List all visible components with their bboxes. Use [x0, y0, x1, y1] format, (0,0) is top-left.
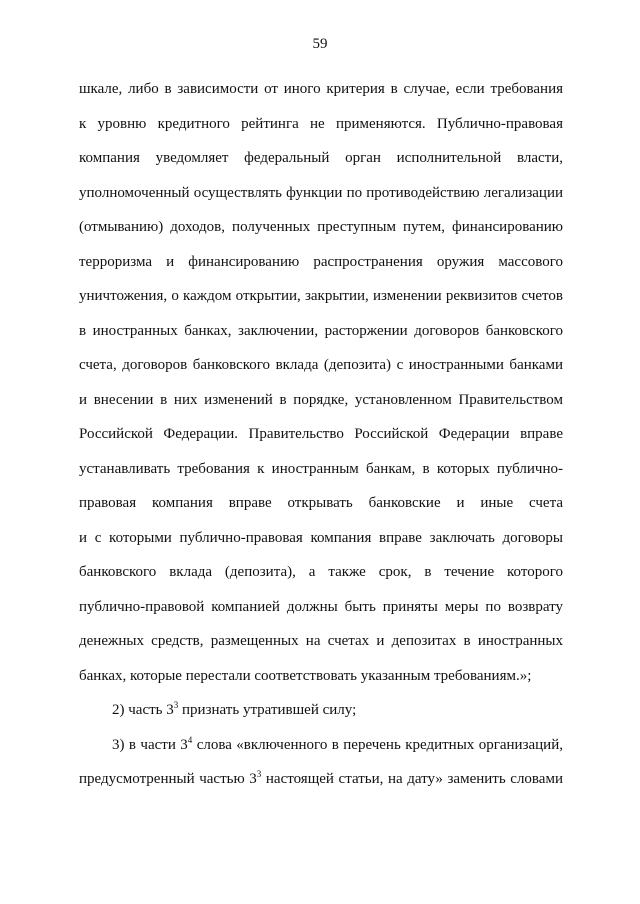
page-number: 59 — [312, 36, 328, 52]
text-line: шкале, либо в зависимости от иного критерия в случае, если требования — [79, 81, 563, 97]
text-line: в иностранных банках, заключении, расторжении договоров банковского — [79, 322, 563, 339]
text-line: устанавливать требования к иностранным банкам, в которых публично- — [79, 460, 563, 477]
item-3-line-2-text-rest: настоящей статьи, на дату» заменить словами — [261, 771, 563, 787]
item-2-text-rest: признать утратившей силу; — [178, 702, 357, 718]
text-line: банковского вклада (депозита), а также срок, в течение которого — [79, 564, 563, 580]
item-2-text: 2) часть 3 — [112, 702, 174, 718]
item-3-text: 3) в части 3 — [112, 736, 188, 753]
text-line: Российской Федерации. Правительство Российской Федерации вправе — [79, 426, 563, 442]
text-line: счета, договоров банковского вклада (депозита) с иностранными банками — [79, 357, 563, 373]
item-3-line-2-text: предусмотренный частью 3 — [79, 771, 257, 787]
item-3-line-2 — [79, 762, 563, 797]
text-line: терроризма и финансированию распространения оружия массового — [79, 253, 563, 270]
text-line: (отмыванию) доходов, полученных преступным путем, финансированию — [79, 219, 563, 235]
text-line: уничтожения, о каждом открытии, закрытии, изменении реквизитов счетов — [79, 288, 563, 304]
item-2-line — [79, 693, 563, 728]
text-line: банках, которые перестали соответствовать указанным требованиям.»; — [79, 667, 532, 684]
item-3-superscript: 4 — [187, 734, 193, 745]
text-line: и с которыми публично-правовая компания вправе заключать договоры — [79, 529, 563, 546]
text-line: денежных средств, размещенных на счетах и депозитах в иностранных — [79, 633, 563, 649]
text-line: компания уведомляет федеральный орган исполнительной власти, — [79, 150, 563, 166]
item-3-line-1 — [79, 728, 563, 763]
text-line: правовая компания вправе открывать банковские и иные счета — [79, 495, 563, 511]
item-3-line-2-superscript: 3 — [256, 769, 262, 779]
item-2-superscript: 3 — [173, 700, 179, 710]
text-line: публично-правовой компанией должны быть приняты меры по возврату — [79, 598, 563, 615]
text-line: и внесении в них изменений в порядке, установленном Правительством — [79, 391, 563, 408]
text-line: уполномоченный осуществлять функции по противодействию легализации — [79, 184, 563, 201]
document-body — [79, 72, 563, 797]
text-line: к уровню кредитного рейтинга не применяются. Публично-правовая — [79, 115, 563, 132]
item-3-text-rest: слова «включенного в перечень кредитных организаций, — [192, 736, 563, 753]
